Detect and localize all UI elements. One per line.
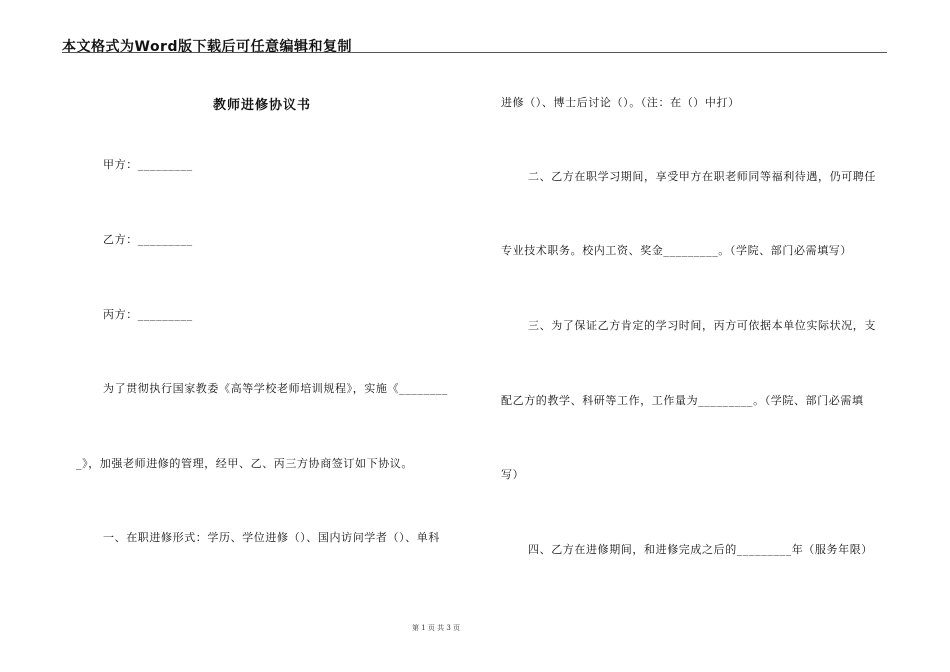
intro-paragraph-line-2: _》，加强老师进修的管理，经甲、乙、丙三方协商签订如下协议。 (76, 457, 413, 470)
document-title: 教师进修协议书 (213, 98, 312, 113)
party-c-line: 丙方：_________ (103, 308, 193, 321)
page-number: 第 1 页 共 3 页 (412, 624, 461, 632)
party-a-line: 甲方：_________ (103, 158, 193, 171)
clause-3-line-2: 配乙方的教学、科研等工作，工作量为_________。（学院、部门必需填 (501, 394, 864, 407)
clause-3-line-1: 三、为了保证乙方肯定的学习时间，丙方可依据本单位实际状况，支 (528, 319, 876, 332)
document-header: 本文格式为Word版下载后可任意编辑和复制 (62, 39, 352, 55)
clause-2-line-2: 专业技术职务。校内工资、奖金_________。（学院、部门必需填写） (501, 244, 852, 257)
clause-4-line-1: 四、乙方在进修期间，和进修完成之后的_________年（服务年限） (528, 543, 873, 556)
intro-paragraph-line-1: 为了贯彻执行国家教委《高等学校老师培训规程》，实施《________ (103, 382, 448, 395)
party-b-line: 乙方：_________ (103, 233, 193, 246)
clause-3-line-3: 写） (501, 468, 525, 481)
clause-1-line-1: 一、在职进修形式：学历、学位进修（）、国内访问学者（）、单科 (103, 531, 440, 544)
header-divider (62, 52, 887, 53)
clause-2-line-1: 二、乙方在职学习期间，享受甲方在职老师同等福利待遇，仍可聘任 (528, 170, 876, 183)
clause-1-line-2: 进修（）、博士后讨论（）。（注：在（）中打） (501, 96, 740, 109)
